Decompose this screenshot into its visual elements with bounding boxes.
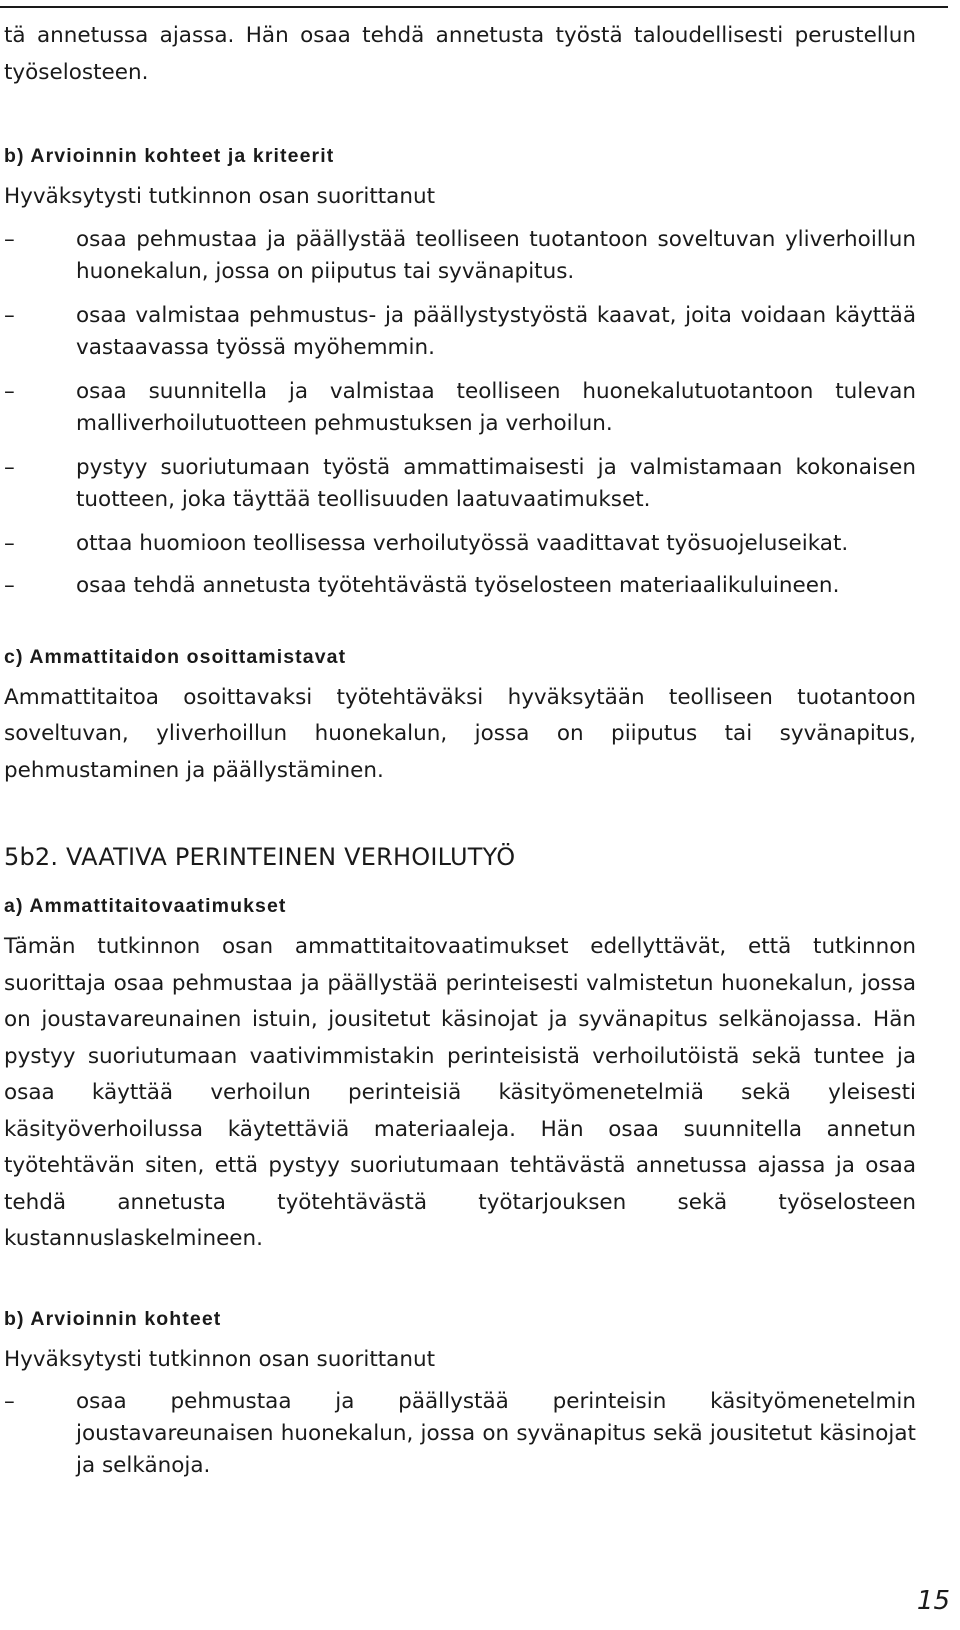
list-item-text: osaa suunnitella ja valmistaa teolliseen huonekalutuotantoon tulevan malliverhoilutuotteen pehmustuksen ja verhoilun. [76,378,916,436]
list-item-text: osaa valmistaa pehmustus- ja päällystystyöstä kaavat, joita voidaan käyttää vastaavassa työssä myöhemmin. [76,302,916,360]
section-5b2-b-subheading: Hyväksytysti tutkinnon osan suorittanut [4,1346,436,1372]
dash-bullet: – [4,1389,15,1414]
list-item [4,528,916,560]
list-item-text: osaa tehdä annetusta työtehtävästä työselosteen materiaalikuluineen. [76,572,840,598]
list-item-text: osaa pehmustaa ja päällystää teolliseen tuotantoon soveltuvan yliverhoillun huonekalun, jossa on piiputus tai syvänapitus. [76,226,916,284]
list-item [4,570,916,602]
section-c-heading: c) Ammattitaidon osoittamistavat [4,645,347,668]
criteria-list [4,224,916,602]
list-item-text: ottaa huomioon teollisessa verhoilutyössä vaadittavat työsuojeluseikat. [76,530,849,556]
list-item-text: pystyy suoriutumaan työstä ammattimaisesti ja valmistamaan kokonaisen tuotteen, joka täyttää teollisuuden laatuvaatimukset. [76,454,916,512]
list-item [4,1386,916,1482]
list-item [4,224,916,288]
section-c-text: Ammattitaitoa osoittavaksi työtehtäväksi hyväksytään teolliseen tuotantoon soveltuvan, yliverhoillun huonekalun, jossa on piiputus tai syvänapitus, pehmustaminen ja päällystäminen. [4,684,916,783]
section-5b2-a-heading: a) Ammattitaitovaatimukset [4,895,287,917]
dash-bullet: – [4,378,15,404]
section-5b2-a-text: Tämän tutkinnon osan ammattitaitovaatimukset edellyttävät, että tutkinnon suorittaja osaa pehmustaa ja päällystää perinteisesti valmistetun huonekalun, jossa on joustavareunainen istuin, jousitetut käsinojat ja syvänapitus selkänojassa. Hän pystyy suoriutumaan vaativimmistakin perinteisistä verhoilutöistä sekä tuntee ja osaa käyttää verhoilun perinteisiä käsityömenetelmiä sekä yleisesti käsityöverhoilussa käytettäviä materiaaleja. Hän osaa suunnitella annetun työtehtävän siten, että pystyy suoriutumaan tehtävästä annetussa ajassa ja osaa tehdä annetusta työtehtävästä työtarjouksen sekä työselosteen kustannuslaskelmineen. [4,934,916,1251]
section-5b2-b-heading: b) Arvioinnin kohteet [4,1307,222,1330]
top-rule [0,6,948,8]
section-b-heading: b) Arvioinnin kohteet ja kriteerit [4,145,335,167]
dash-bullet: – [4,302,15,328]
dash-bullet: – [4,454,15,480]
section-5b2-title: 5b2. VAATIVA PERINTEINEN VERHOILUTYÖ [4,843,516,871]
dash-bullet: – [4,226,15,252]
dash-bullet: – [4,572,15,598]
dash-bullet: – [4,530,15,556]
page-number: 15 [916,1586,950,1616]
list-item [4,452,916,516]
intro-paragraph: tä annetussa ajassa. Hän osaa tehdä annetusta työstä taloudellisesti perustellun työselosteen. [4,23,916,85]
criteria-list-5b2 [4,1386,916,1482]
document-page [4,18,916,1482]
list-item-text: osaa pehmustaa ja päällystää perinteisin käsityömenetelmin joustavareunaisen huonekalun, jossa on syvänapitus sekä jousitetut käsinojat ja selkänoja. [76,1389,916,1478]
section-b-subheading: Hyväksytysti tutkinnon osan suorittanut [4,184,436,209]
list-item [4,300,916,364]
list-item [4,376,916,440]
